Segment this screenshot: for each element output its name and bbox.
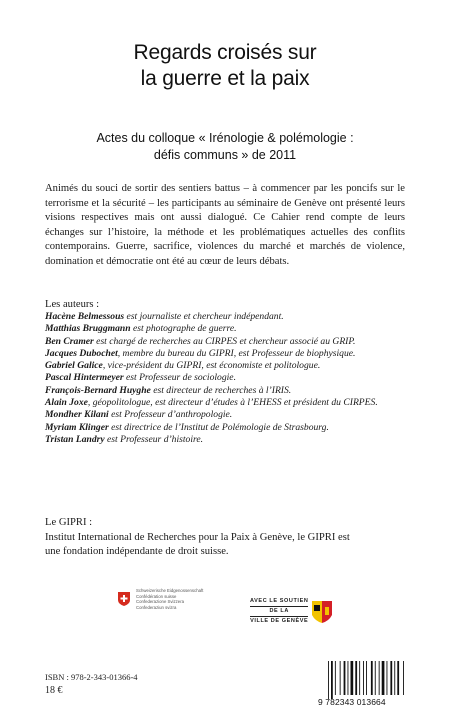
author-entry: [45, 397, 415, 409]
swiss-logo-line: Confederazione Svizzera: [136, 599, 185, 604]
author-entry: [45, 434, 415, 446]
author-description: , membre du bureau du GIPRI, est Professeur de biophysique.: [117, 347, 356, 359]
gipri-heading: Le GIPRI :: [45, 517, 93, 528]
author-name: Matthias Bruggmann: [45, 323, 131, 335]
swiss-logo-text: [136, 588, 203, 610]
geneve-logo-rule: [250, 616, 308, 617]
author-entry: [45, 336, 415, 348]
author-description: , géopolitologue, est directeur d’études à l’EHESS et président du CIRPES.: [87, 397, 378, 409]
title-line-1: Regards croisés sur: [133, 41, 317, 64]
author-description: est photographe de guerre.: [130, 323, 237, 335]
author-name: Hacène Belmessous: [45, 311, 125, 322]
geneve-logo-line: AVEC LE SOUTIEN: [250, 598, 309, 604]
author-name: François-Bernard Huyghe: [45, 384, 151, 396]
author-description: est journaliste et chercheur indépendant.: [124, 311, 284, 322]
author-entry: [45, 385, 415, 397]
author-description: est directeur de recherches à l’IRIS.: [150, 384, 292, 396]
swiss-logo-line: Schweizerische Eidgenossenschaft: [136, 588, 204, 593]
author-description: est Professeur d’anthropologie.: [108, 409, 233, 421]
swiss-logo-line: Confédération suisse: [136, 593, 177, 599]
author-entry: [45, 323, 415, 335]
author-entry: [45, 372, 415, 384]
author-name: Ben Cramer: [45, 335, 94, 347]
author-name: Jacques Dubochet: [45, 347, 118, 359]
author-description: , vice-président du GIPRI, est économiste et politologue.: [102, 360, 321, 372]
geneve-logo-rule: [250, 606, 308, 607]
price-label: 18 €: [45, 685, 63, 696]
swiss-confederation-logo: [118, 588, 203, 610]
book-title: [0, 40, 450, 92]
intro-paragraph: Animés du souci de sortir des sentiers battus – à commencer par les poncifs sur le terrorisme et la sécurité – les participants au séminaire de Genève ont présenté leurs visions respectives mais ont aussi dialogué. Ce Cahier rend compte de leurs échanges sur l’histoire, la méthode et les problématiques actuelles des conflits contemporains. Guerre, sacrifice, violences du marché et marchés de violence, domination et démocratie ont été au cœur de leurs débats.: [45, 183, 405, 267]
author-name: Pascal Hintermeyer: [45, 372, 124, 384]
geneve-logo-line: DE LA: [269, 608, 289, 614]
isbn-number: ISBN : 978-2-343-01366-4: [45, 672, 138, 682]
author-name: Alain Joxe: [45, 397, 88, 409]
title-line-2: la guerre et la paix: [140, 67, 310, 90]
author-entry: [45, 422, 415, 434]
gipri-description: Institut International de Recherches pour la Paix à Genève, le GIPRI est une fondation indépendante de droit suisse.: [45, 532, 350, 557]
author-name: Tristan Landry: [45, 433, 105, 445]
author-description: est directrice de l’Institut de Polémologie de Strasbourg.: [108, 421, 329, 433]
author-description: est Professeur de sociologie.: [123, 372, 236, 384]
barcode-digits: 9 782343 013664: [318, 697, 386, 707]
swiss-logo-line: Confederaziun svizra: [136, 604, 177, 610]
author-description: est Professeur d’histoire.: [104, 433, 204, 445]
author-name: Mondher Kilani: [45, 409, 109, 421]
geneve-logo-line: VILLE DE GENÈVE: [250, 618, 309, 624]
geneve-coat-of-arms-icon: [312, 601, 332, 623]
subtitle-line-1: Actes du colloque « Irénologie & polémologie :: [96, 131, 354, 145]
author-name: Gabriel Galice: [45, 360, 103, 372]
author-entry: [45, 409, 415, 421]
geneve-logo-text: [250, 598, 308, 625]
ville-de-geneve-logo: [250, 598, 332, 625]
swiss-shield-icon: [118, 592, 130, 606]
book-subtitle: [0, 130, 450, 164]
author-entry: [45, 360, 415, 372]
authors-list: [45, 311, 415, 446]
subtitle-line-2: défis communs » de 2011: [153, 148, 297, 162]
author-entry: [45, 348, 415, 360]
author-description: est chargé de recherches au CIRPES et chercheur associé au GRIP.: [93, 335, 356, 347]
authors-heading: Les auteurs :: [45, 299, 100, 310]
author-entry: [45, 311, 415, 323]
author-name: Myriam Klinger: [45, 421, 109, 433]
